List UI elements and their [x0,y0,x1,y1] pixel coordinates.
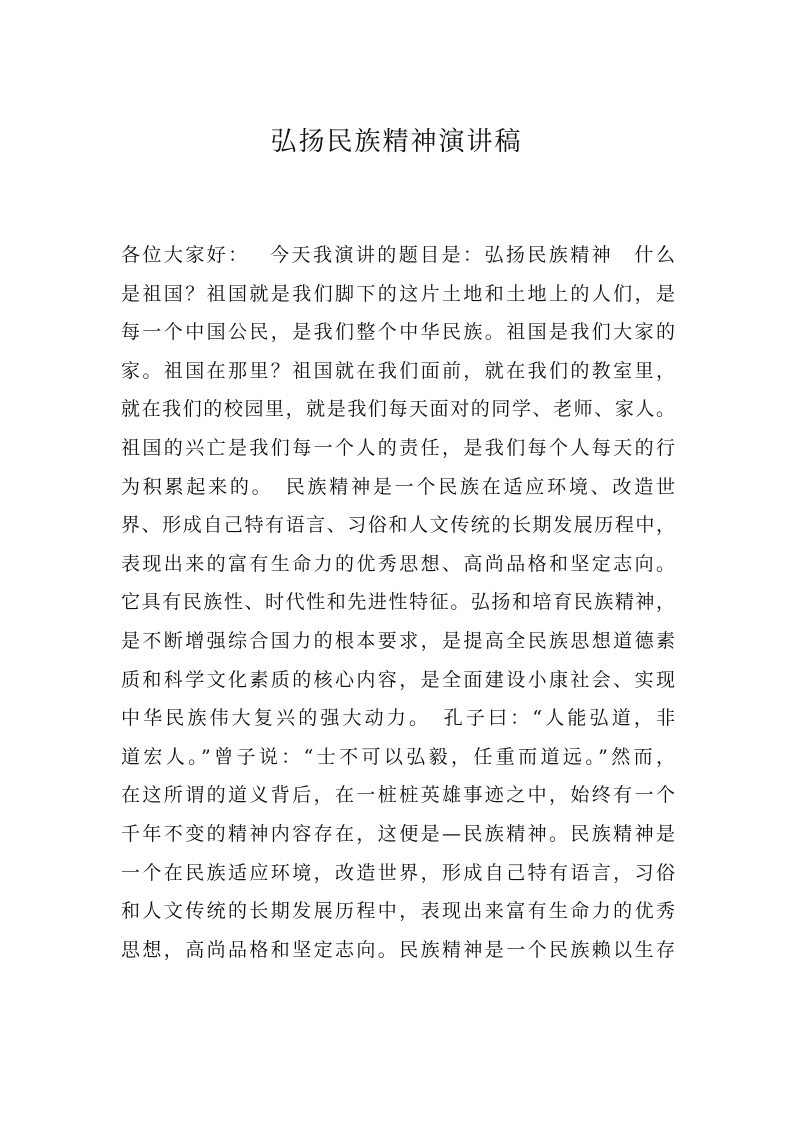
body-line: 就在我们的校园里，就是我们每天面对的同学、老师、家人。 [121,398,675,421]
body-line: 中华民族伟大复兴的强大动力。 孔子曰：“人能弘道，非 [121,707,675,730]
body-line: 它具有民族性、时代性和先进性特征。弘扬和培育民族精神， [121,591,675,614]
body-line: 界、形成自己特有语言、习俗和人文传统的长期发展历程中， [121,514,675,537]
body-line: 每一个中国公民，是我们整个中华民族。祖国是我们大家的 [121,321,675,344]
body-line: 在这所谓的道义背后，在一桩桩英雄事迹之中，始终有一个 [121,784,675,807]
body-line: 质和科学文化素质的核心内容，是全面建设小康社会、实现 [121,668,675,691]
body-line: 思想，高尚品格和坚定志向。民族精神是一个民族赖以生存 [121,938,675,961]
body-line: 祖国的兴亡是我们每一个人的责任，是我们每个人每天的行 [121,436,675,459]
body-line: 是不断增强综合国力的根本要求，是提高全民族思想道德素 [121,629,675,652]
body-line: 是祖国？祖国就是我们脚下的这片土地和土地上的人们，是 [121,282,675,305]
body-line: 和人文传统的长期发展历程中，表现出来富有生命力的优秀 [121,900,675,923]
body-line: 道宏人。”曾子说：“士不可以弘毅，任重而道远。”然而， [121,745,675,768]
body-line: 为积累起来的。 民族精神是一个民族在适应环境、改造世 [121,475,675,498]
page-title: 弘扬民族精神演讲稿 [270,127,523,157]
body-line: 表现出来的富有生命力的优秀思想、高尚品格和坚定志向。 [121,552,675,575]
body-line: 家。祖国在那里？祖国就在我们面前，就在我们的教室里， [121,359,675,382]
speech-body [121,236,681,969]
body-line: 各位大家好： 今天我演讲的题目是：弘扬民族精神 什么 [121,244,675,266]
body-line: 千年不变的精神内容存在，这便是—民族精神。民族精神是 [121,822,675,845]
body-line: 一个在民族适应环境，改造世界，形成自己特有语言，习俗 [121,861,675,884]
